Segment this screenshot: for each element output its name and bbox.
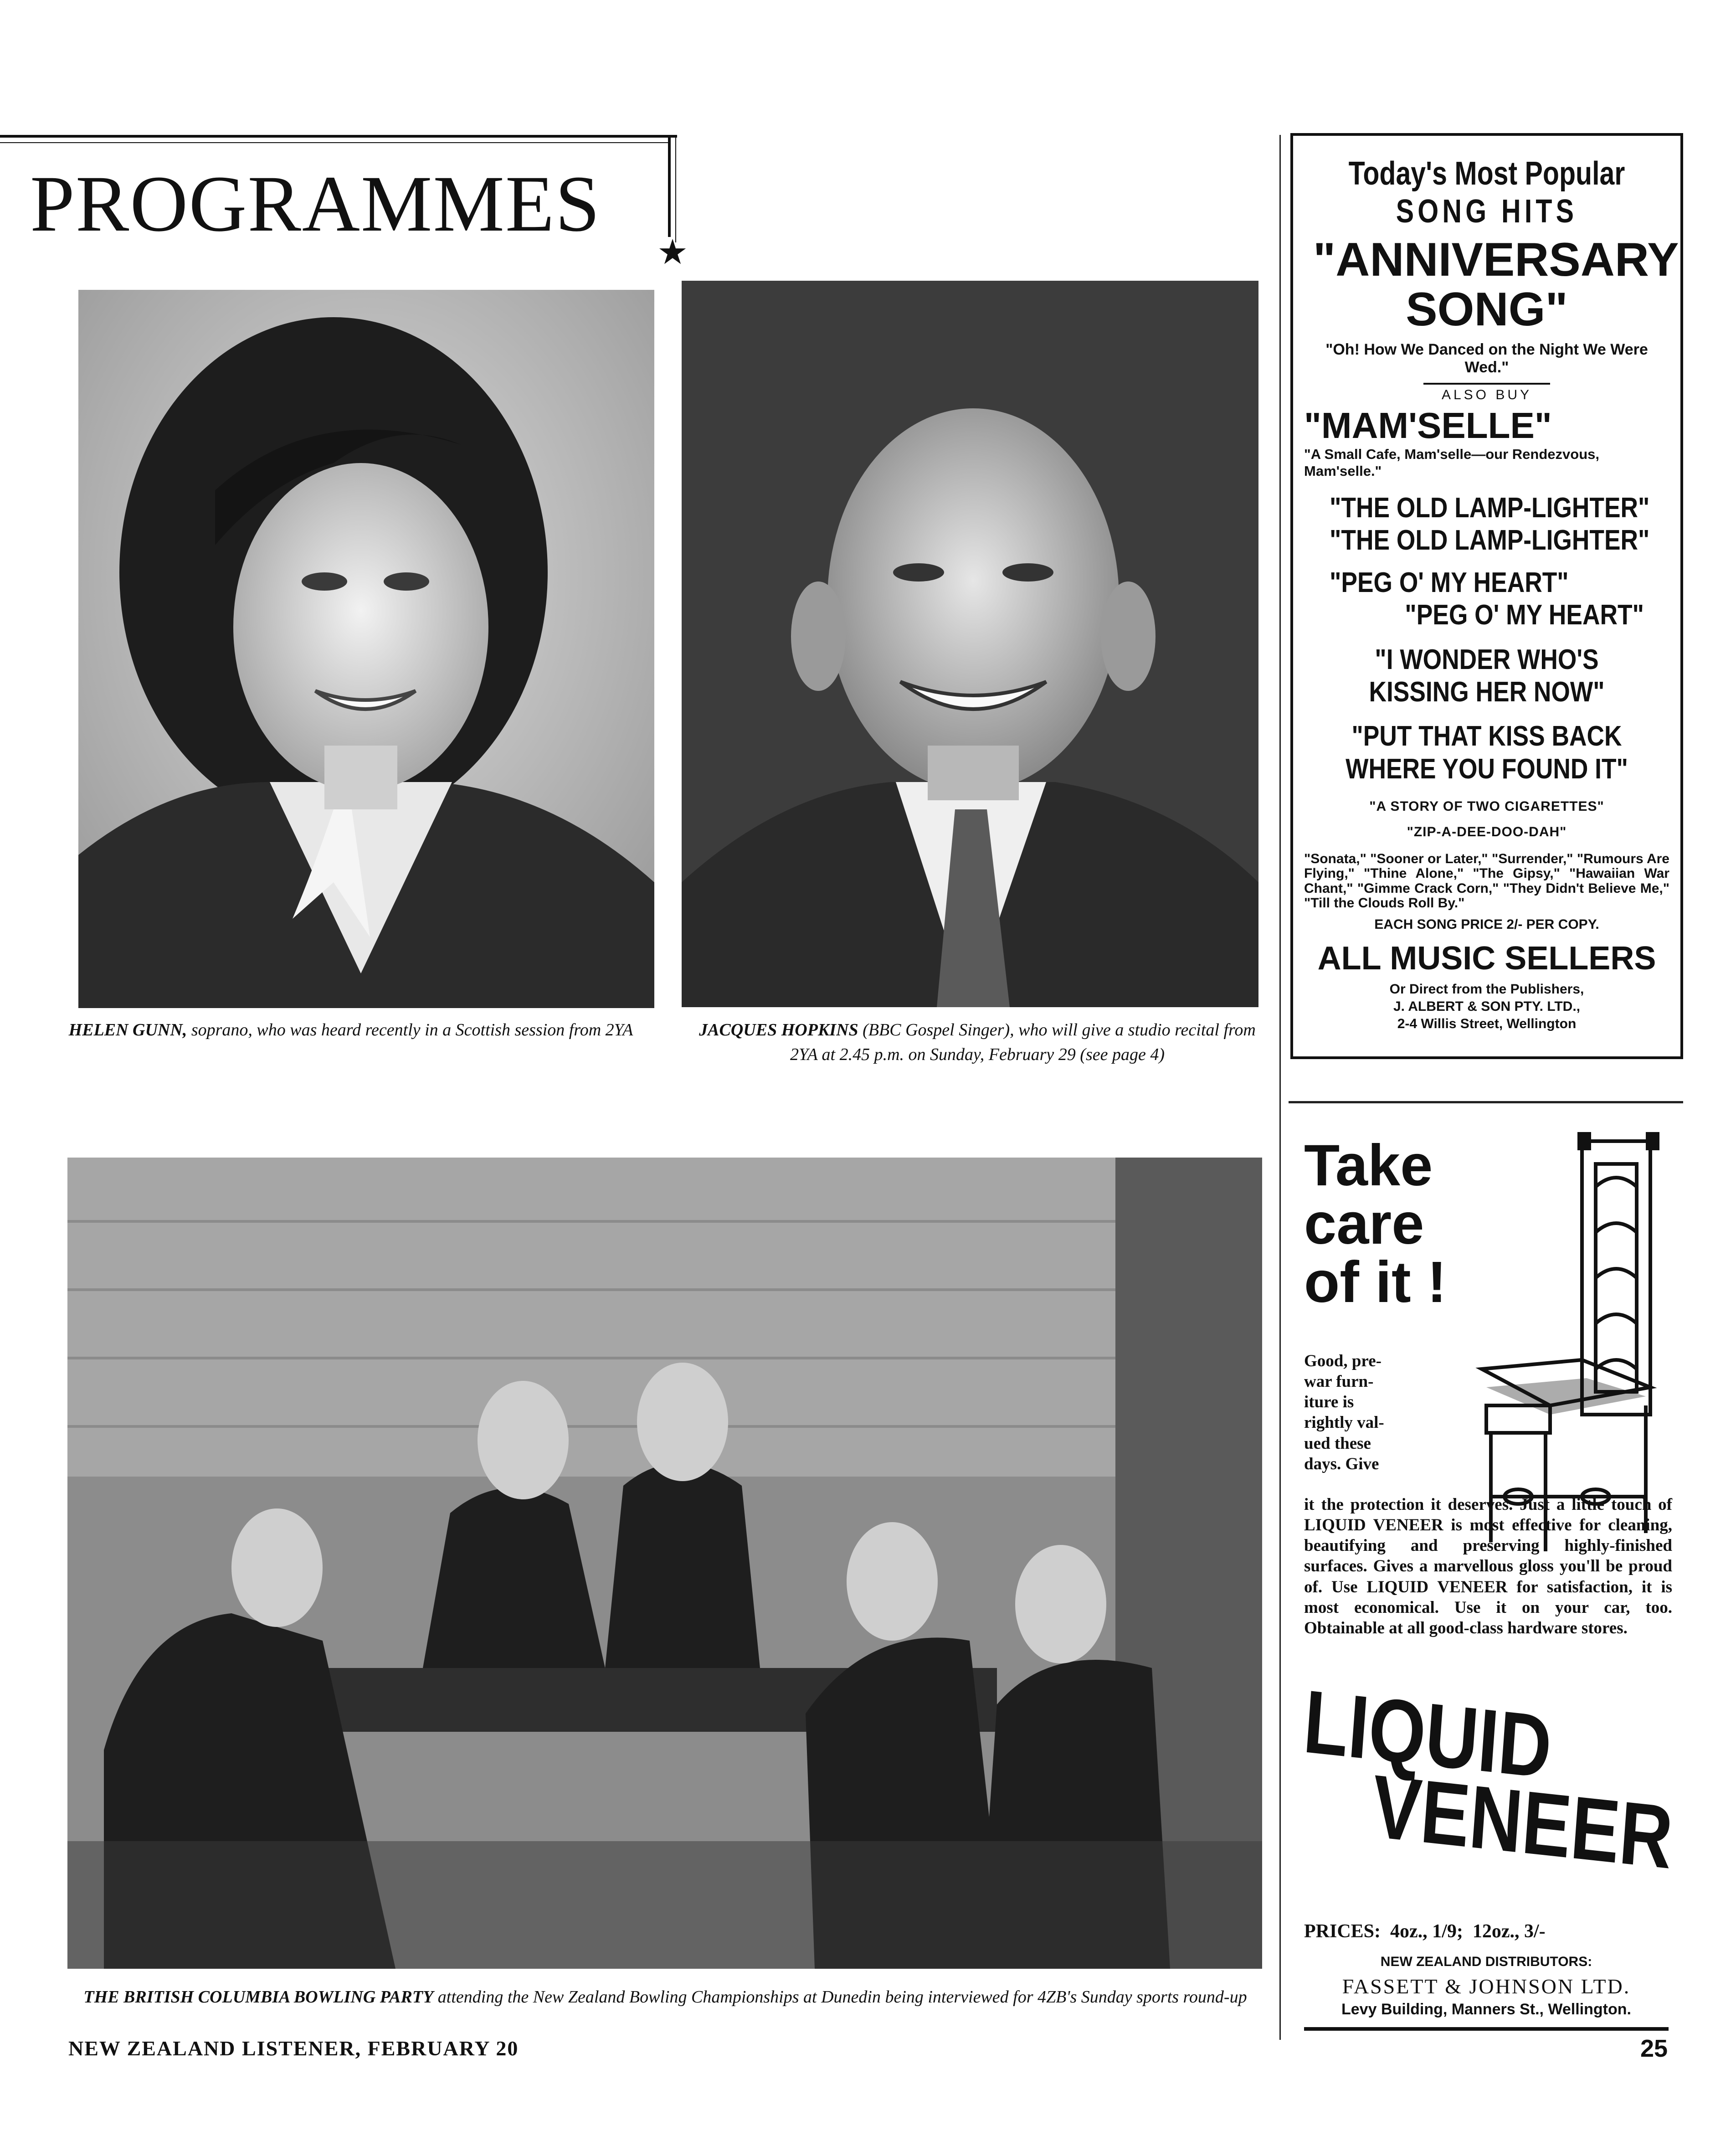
page-title: PROGRAMMES: [30, 160, 601, 248]
ad-headline-anniversary: "ANNIVERSARY SONG": [1313, 233, 1679, 336]
ad-song-mamselle: "MAM'SELLE": [1304, 405, 1552, 446]
ad-song-peg-1: "PEG O' MY HEART": [1330, 567, 1569, 599]
header-rule: [0, 135, 677, 138]
ad-song-lamplighter-1: "THE OLD LAMP-LIGHTER": [1330, 492, 1650, 524]
ad-song-zip: "ZIP-A-DEE-DOO-DAH": [1407, 824, 1567, 839]
caption-helen-name: HELEN GUNN,: [68, 1020, 187, 1040]
caption-jacques-hopkins: [683, 1018, 1271, 1067]
veneer-distributors-label: NEW ZEALAND DISTRIBUTORS:: [1380, 1954, 1592, 1969]
veneer-line-4: rightly val-: [1304, 1413, 1384, 1432]
ad-all-music-sellers: ALL MUSIC SELLERS: [1317, 940, 1656, 977]
ad-publisher-1: Or Direct from the Publishers,: [1389, 981, 1584, 997]
veneer-headline-1: Take: [1304, 1133, 1433, 1198]
ad-also-buy: ALSO BUY: [1423, 383, 1550, 403]
ad-song-lamplighter-2: "THE OLD LAMP-LIGHTER": [1330, 524, 1650, 556]
caption-jacques-name: JACQUES HOPKINS: [699, 1020, 858, 1040]
header-rule-inner: [0, 142, 671, 143]
ad-song-peg-2: "PEG O' MY HEART": [1405, 599, 1644, 631]
caption-bowling-name: THE BRITISH COLUMBIA BOWLING PARTY: [83, 1987, 434, 2007]
veneer-prices: PRICES: 4oz., 1/9; 12oz., 3/-: [1304, 1921, 1546, 1942]
caption-helen-text: soprano, who was heard recently in a Scottish session from 2YA: [191, 1020, 633, 1040]
veneer-headline-2: care: [1304, 1191, 1424, 1256]
liquid-veneer-ad: [1290, 1105, 1683, 2016]
ad-publisher-2: J. ALBERT & SON PTY. LTD.,: [1393, 999, 1581, 1014]
veneer-headline-3: of it !: [1304, 1250, 1447, 1315]
caption-helen-gunn: [46, 1018, 656, 1043]
veneer-line-2: war furn-: [1304, 1372, 1374, 1391]
photo-jacques-hopkins: [682, 281, 1258, 1007]
ad-price: EACH SONG PRICE 2/- PER COPY.: [1374, 917, 1599, 932]
ad-mamselle-sub: "A Small Cafe, Mam'selle—our Rendezvous, Mam'selle.": [1304, 446, 1599, 479]
ad-headline-sub: "Oh! How We Danced on the Night We Were Wed.": [1325, 340, 1648, 376]
caption-bowling-party: [55, 1985, 1276, 2010]
ad-song-kiss: "PUT THAT KISS BACK WHERE YOU FOUND IT": [1346, 721, 1628, 785]
veneer-distributor-name: FASSETT & JOHNSON LTD.: [1342, 1975, 1631, 1998]
star-icon: ★: [657, 233, 688, 272]
photo-helen-gunn: [78, 290, 654, 1008]
photo-bowling-party: [67, 1158, 1262, 1969]
ad-other-songs: "Sonata," "Sooner or Later," "Surrender," "Rumours Are Flying," "Thine Alone," "The Gipsy," "Hawaiian War Chant," "Gimme Crack Corn," "They Didn't Believe Me," "Till the Clouds Roll By.": [1304, 851, 1669, 911]
page-number: 25: [1640, 2035, 1668, 2062]
veneer-line-6: days. Give: [1304, 1454, 1379, 1473]
veneer-line-5: ued these: [1304, 1434, 1371, 1453]
veneer-distributor-address: Levy Building, Manners St., Wellington.: [1341, 2001, 1631, 2018]
ad-line-today: Today's Most Popular: [1348, 155, 1625, 192]
ad-song-wonder: "I WONDER WHO'S KISSING HER NOW": [1369, 643, 1605, 708]
ad-separator: [1289, 1101, 1683, 1103]
footer-publication: NEW ZEALAND LISTENER, FEBRUARY 20: [68, 2037, 519, 2060]
header-rule-vertical-inner: [675, 135, 676, 242]
veneer-body-narrow: [1304, 1351, 1477, 1474]
header-rule-vertical: [668, 135, 671, 237]
caption-bowling-text: attending the New Zealand Bowling Championships at Dunedin being interviewed for 4ZB's Sunday sports round-up: [437, 1987, 1247, 2007]
ad-publisher-3: 2-4 Willis Street, Wellington: [1397, 1016, 1577, 1031]
veneer-line-1: Good, pre-: [1304, 1352, 1382, 1370]
ad-line-song-hits: SONG HITS: [1396, 193, 1578, 230]
veneer-line-3: iture is: [1304, 1393, 1354, 1412]
column-divider: [1279, 135, 1281, 2040]
veneer-body-wide: it the protection it deserves. Just a little touch of LIQUID VENEER is most effective for cleaning, beautifying and preserving highly-finished surfaces. Gives a marvellous gloss you'll be proud of. Use LIQUID VENEER for satisfaction, it is most economical. Use it on your car, too. Obtainable at all good-class hardware stores.: [1304, 1495, 1672, 1637]
veneer-brand-2: VENEER: [1369, 1756, 1676, 1888]
veneer-headline: [1304, 1133, 1447, 1315]
veneer-brand: [1300, 1671, 1678, 1888]
ad-song-cigarettes: "A STORY OF TWO CIGARETTES": [1369, 798, 1604, 814]
song-hits-ad: [1290, 133, 1683, 1059]
veneer-brand-1: LIQUID: [1300, 1671, 1555, 1797]
veneer-bottom-rule: [1304, 2027, 1669, 2031]
caption-jacques-text: (BBC Gospel Singer), who will give a studio recital from 2YA at 2.45 p.m. on Sunday, February 29 (see page 4): [790, 1020, 1256, 1064]
